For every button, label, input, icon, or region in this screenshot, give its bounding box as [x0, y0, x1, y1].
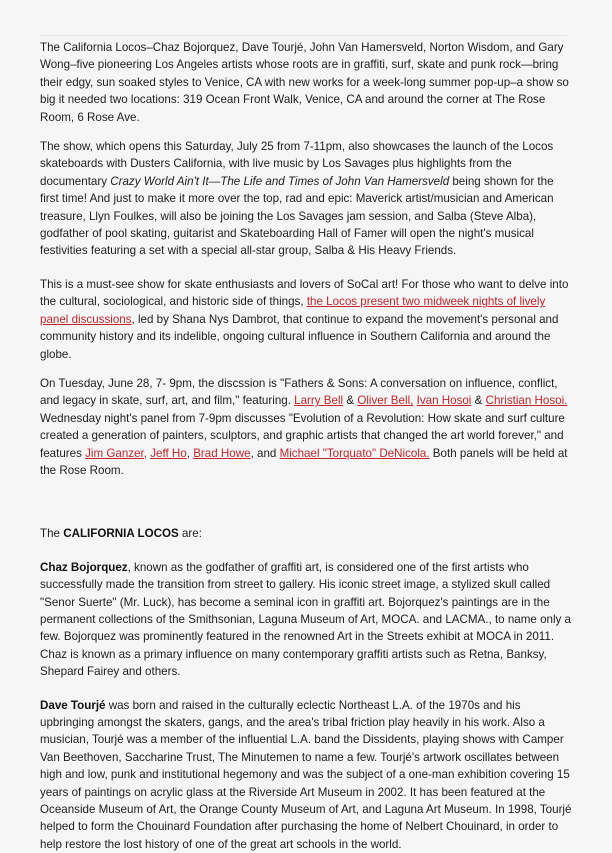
panel-schedule-intro: On Tuesday, June 28, 7- 9pm, the discssion is "Fathers & Sons: A conversation on influence, conflict, and legacy in skate, surf, art, and film," featuring.: [40, 376, 558, 408]
separator-text: , and: [250, 446, 280, 460]
artist-name: Dave Tourjé: [40, 698, 106, 712]
ivan-hosoi-link[interactable]: Ivan Hosoi: [416, 394, 472, 408]
bio-text: , known as the godfather of graffiti art, is considered one of the first artists who successfully made the transition from street to gallery. His iconic street image, a stylized skull called "Senor Suerte" (Mr. Luck), has become a seminal icon in graffiti art. Bojorquez's paintings are in the permanent collections of the Smithsonian, Laguna Museum of Art, MOCA. and LACMA., to name only a few. Bojorquez was prominently featured in the renowned Art in the Streets exhibit at MOCA in 2011. Chaz is known as a primary influence on many contemporary graffiti artists such as Retna, Banksy, Shepard Fairey and others.: [40, 560, 572, 679]
artist-name: Chaz Bojorquez: [40, 560, 128, 574]
brad-howe-link[interactable]: Brad Howe: [193, 446, 251, 460]
panel-intro-text-1: This is a must-see show for skate enthusiasts and lovers of SoCal art! For those who want to delve into the cultural, sociological, and historic side of things,: [40, 277, 569, 309]
panel-schedule-middle: Wednesday night's panel from 7-9pm discusses "Evolution of a Revolution: How skate and surf culture created a generation of painters, sculptors, and graphic artists that changed the art world forever," and features: [40, 411, 565, 460]
bio-text: was born and raised in the culturally eclectic Northeast L.A. of the 1970s and his upbringing amongst the skaters, gangs, and the area's tribal friction play heavily in his work. Also a musician, Tourjé was a member of the influential L.A. band the Dissidents, playing shows with Camper Van Beethoven, Saccharine Trust, The Minutemen to name a few. Tourjé's artwork oscillates between high and low, punk and institutional hegemony and was the subject of a one-man exhibition covering 15 years of paintings on acrylic glass at the Riverside Art Museum in 2002. It has been featured at the Oceanside Museum of Art, the Orange County Museum of Art, and Laguna Art Museum. In 1998, Tourjé helped to form the Chouinard Foundation after purchasing the home of Nelbert Chouinard, in order to help restore the lost history of one of the great art schools in the world.: [40, 698, 572, 851]
heading-bold: CALIFORNIA LOCOS: [63, 527, 179, 541]
separator-text: ,: [186, 446, 194, 460]
section-heading: [40, 525, 572, 542]
bio-dave-tourje: [40, 697, 572, 853]
jeff-ho-link[interactable]: Jeff Ho: [150, 446, 187, 460]
panel-intro-text-2: , led by Shana Nys Dambrot, that continue to expand the movement's personal and community history and its indelible, ongoing cultural influence in Southern California and around the globe.: [40, 312, 559, 361]
separator-text: &: [471, 394, 486, 408]
article-body: [40, 36, 572, 853]
christian-hosoi-link[interactable]: Christian Hosoi.: [485, 394, 568, 408]
heading-prefix: The: [40, 527, 64, 541]
larry-bell-link[interactable]: Larry Bell: [294, 394, 344, 408]
jim-ganzer-link[interactable]: Jim Ganzer,: [85, 446, 147, 460]
panel-schedule-paragraph: [40, 375, 572, 479]
michael-denicola-link[interactable]: Michael "Torquato" DeNicola.: [279, 446, 430, 460]
show-details-text-1: The show, which opens this Saturday, July 25 from 7-11pm, also showcases the launch of the Locos skateboards with Dusters California, with live music by Los Savages plus highlights from the documentary: [40, 140, 554, 188]
separator-text: &: [343, 394, 358, 408]
panel-schedule-outro: Both panels will be held at the Rose Room.: [40, 446, 568, 477]
heading-suffix: are:: [178, 527, 202, 541]
show-details-text-2: being shown for the first time! And just to make it more over the top, rad and epic: Maverick artist/musician and American treasure, Llyn Foulkes, will also be joining the Los Savages jam session, and Salba (Steve Alba), godfather of pool skating, guitarist and Skateboarding Hall of Famer will open the night's musical festivities featuring a set with a special all-star group, Salba & His Heavy Friends.: [40, 174, 554, 258]
panel-intro-paragraph: [40, 276, 572, 363]
panel-discussions-link[interactable]: the Locos present two midweek nights of lively panel discussions: [40, 295, 546, 326]
show-details-paragraph: [40, 138, 572, 260]
intro-paragraph: [40, 39, 572, 126]
documentary-title: Crazy World Ain't It—The Life and Times of John Van Hamersveld: [110, 174, 450, 188]
intro-text: The California Locos–Chaz Bojorquez, Dave Tourjé, John Van Hamersveld, Norton Wisdom, and Gary Wong–five pioneering Los Angeles artists whose roots are in graffiti, surf, skate and punk rock—bring their edgy, sun soaked styles to Venice, CA with new works for a week-long summer pop-up–a show so big it needed two locations: 319 Ocean Front Walk, Venice, CA and around the corner at The Rose Room, 6 Rose Ave.: [40, 41, 569, 124]
oliver-bell-link[interactable]: Oliver Bell,: [357, 394, 414, 408]
bio-chaz-bojorquez: [40, 559, 572, 681]
